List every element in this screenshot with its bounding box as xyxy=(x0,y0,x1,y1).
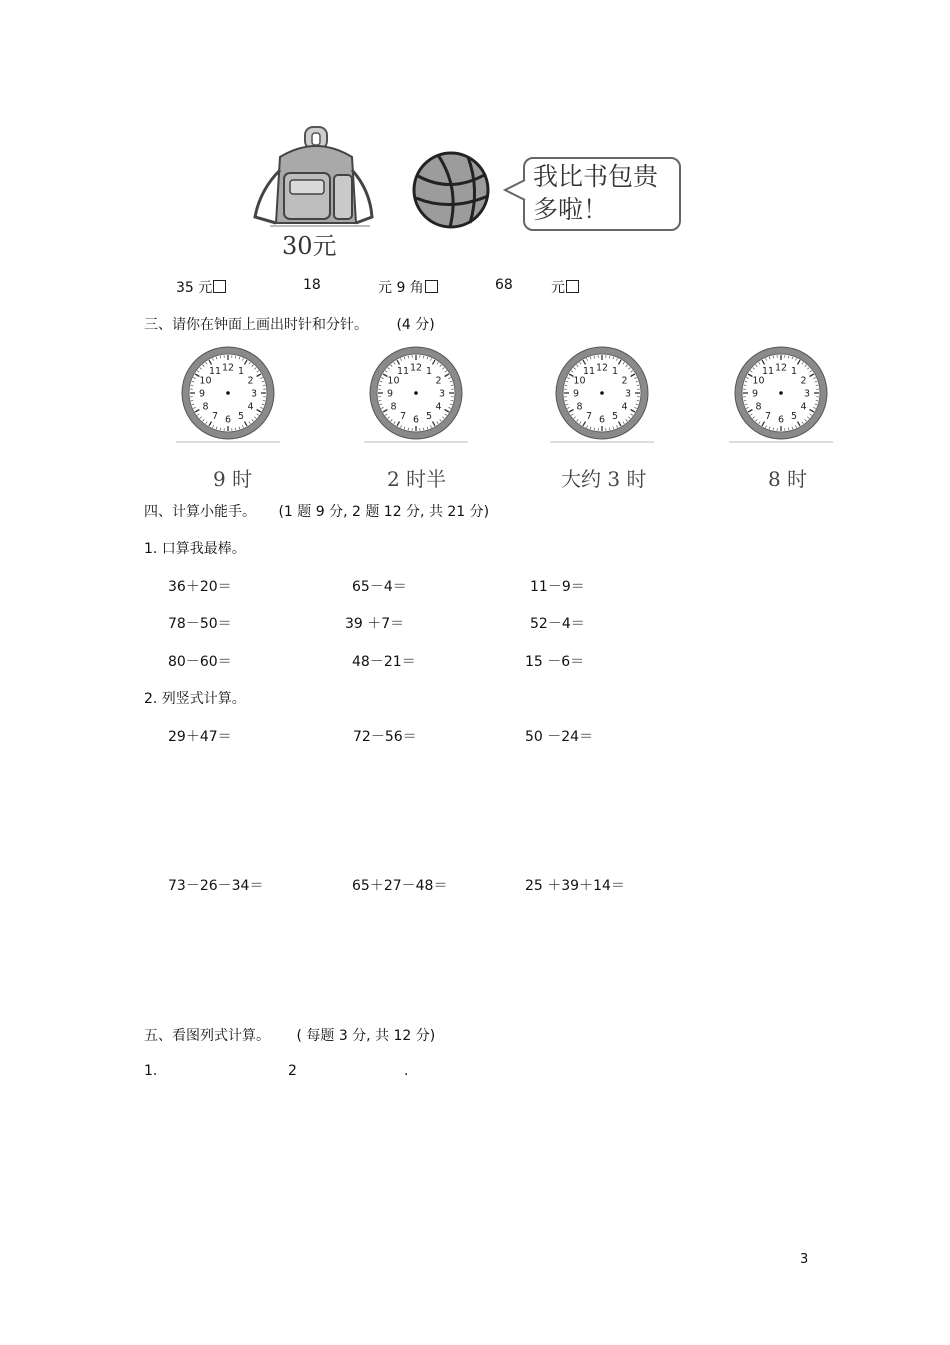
clock-number: 3 xyxy=(624,388,632,400)
section4-heading xyxy=(144,501,489,521)
clock-number: 12 xyxy=(409,362,423,374)
section5-q1-number: 1. xyxy=(144,1063,158,1079)
section3-title: 三、请你在钟面上画出时针和分针。 xyxy=(144,317,368,333)
choice-a xyxy=(176,277,226,297)
clock-number: 3 xyxy=(803,388,811,400)
clock-number: 8 xyxy=(202,401,209,413)
choice-b-number: 18 xyxy=(303,277,321,293)
backpack-icon xyxy=(250,125,375,230)
clock-number: 8 xyxy=(576,401,583,413)
q1-r2-c3: 52－4＝ xyxy=(530,616,585,632)
clock-face-icon xyxy=(176,346,280,444)
clock-number: 1 xyxy=(237,365,245,377)
clock-number: 7 xyxy=(211,411,219,423)
clock-number: 1 xyxy=(611,365,619,377)
clock-number: 3 xyxy=(438,388,446,400)
clock-number: 10 xyxy=(199,375,212,387)
clock-number: 10 xyxy=(752,375,765,387)
basketball-illustration xyxy=(410,150,492,230)
section4-points: (1 题 9 分, 2 题 12 分, 共 21 分) xyxy=(278,504,490,520)
clock-number: 6 xyxy=(777,414,785,426)
section5-title: 五、看图列式计算。 xyxy=(144,1028,270,1044)
clock-number: 9 xyxy=(386,388,394,400)
clock-number: 6 xyxy=(224,414,232,426)
q1-r1-c3: 11－9＝ xyxy=(530,579,585,595)
clock-caption-4: 8 时 xyxy=(768,467,808,491)
q1-r3-c3: 15 －6＝ xyxy=(525,654,585,670)
clock-caption-1: 9 时 xyxy=(213,467,253,491)
clock-number: 3 xyxy=(250,388,258,400)
backpack-illustration xyxy=(250,125,375,230)
q2-r2-c3: 25 ＋39＋14＝ xyxy=(525,878,625,894)
clock-number: 5 xyxy=(790,411,798,423)
clock-number: 4 xyxy=(435,401,442,413)
clock-number: 5 xyxy=(611,411,619,423)
q1-r3-c2: 48－21＝ xyxy=(352,654,416,670)
clock-caption-2: 2 时半 xyxy=(387,467,447,491)
clock-number: 12 xyxy=(774,362,788,374)
clock-number: 5 xyxy=(425,411,433,423)
clock-number: 12 xyxy=(595,362,609,374)
clock-number: 11 xyxy=(761,365,775,377)
clock-number: 1 xyxy=(790,365,798,377)
clock-3[interactable] xyxy=(550,346,654,448)
section3-points: (4 分) xyxy=(396,317,435,333)
q1-r1-c2: 65－4＝ xyxy=(352,579,407,595)
clock-number: 1 xyxy=(425,365,433,377)
q1-r2-c2: 39 ＋7＝ xyxy=(345,616,405,632)
choice-c xyxy=(551,277,579,297)
q1-r2-c1: 78－50＝ xyxy=(168,616,232,632)
clock-number: 2 xyxy=(435,375,442,387)
q2-r1-c3: 50 －24＝ xyxy=(525,729,594,745)
clock-number: 7 xyxy=(764,411,772,423)
q1-r3-c1: 80－60＝ xyxy=(168,654,232,670)
clock-number: 11 xyxy=(208,365,222,377)
clock-face-icon xyxy=(364,346,468,444)
clock-number: 6 xyxy=(598,414,606,426)
clock-1[interactable] xyxy=(176,346,280,448)
choice-b-unit: 元 9 角 xyxy=(378,280,424,296)
basketball-icon xyxy=(410,150,492,230)
q1-title: 1. 口算我最棒。 xyxy=(144,541,246,557)
choice-a-text: 35 元 xyxy=(176,280,213,296)
clock-number: 2 xyxy=(800,375,807,387)
clock-number: 8 xyxy=(755,401,762,413)
page-number: 3 xyxy=(800,1252,809,1267)
clock-number: 9 xyxy=(751,388,759,400)
section5-heading xyxy=(144,1025,435,1045)
section4-title: 四、计算小能手。 xyxy=(144,504,256,520)
clock-face-icon xyxy=(550,346,654,444)
q2-r1-c1: 29＋47＝ xyxy=(168,729,232,745)
choice-b xyxy=(378,277,438,297)
q2-r1-c2: 72－56＝ xyxy=(353,729,417,745)
clock-4[interactable] xyxy=(729,346,833,448)
speech-bubble-tail xyxy=(503,178,527,208)
q2-r2-c2: 65＋27－48＝ xyxy=(352,878,448,894)
choice-c-unit: 元 xyxy=(551,280,565,296)
backpack-price: 30元 xyxy=(282,232,337,260)
clock-number: 11 xyxy=(582,365,596,377)
checkbox-c[interactable] xyxy=(566,280,579,293)
clock-number: 4 xyxy=(621,401,628,413)
q2-title: 2. 列竖式计算。 xyxy=(144,691,246,707)
clock-number: 10 xyxy=(573,375,586,387)
checkbox-b[interactable] xyxy=(425,280,438,293)
clock-number: 4 xyxy=(800,401,807,413)
clock-number: 4 xyxy=(247,401,254,413)
clock-number: 7 xyxy=(585,411,593,423)
clock-number: 5 xyxy=(237,411,245,423)
speech-line-1: 我比书包贵 xyxy=(533,162,659,191)
clock-number: 9 xyxy=(198,388,206,400)
section3-heading xyxy=(144,314,435,334)
clock-number: 2 xyxy=(621,375,628,387)
clock-caption-3: 大约 3 时 xyxy=(561,467,647,491)
clock-2[interactable] xyxy=(364,346,468,448)
clock-number: 10 xyxy=(387,375,400,387)
speech-bubble-text xyxy=(533,160,658,226)
q1-r1-c1: 36＋20＝ xyxy=(168,579,232,595)
clock-number: 12 xyxy=(221,362,235,374)
checkbox-a[interactable] xyxy=(213,280,226,293)
clock-number: 2 xyxy=(247,375,254,387)
choice-c-number: 68 xyxy=(495,277,513,293)
section5-points: ( 每题 3 分, 共 12 分) xyxy=(296,1028,436,1044)
section5-q1-mid: 2 xyxy=(288,1063,297,1079)
clock-number: 11 xyxy=(396,365,410,377)
clock-face-icon xyxy=(729,346,833,444)
clock-number: 8 xyxy=(390,401,397,413)
section5-q1-dot: . xyxy=(404,1063,409,1079)
clock-number: 9 xyxy=(572,388,580,400)
q2-r2-c1: 73－26－34＝ xyxy=(168,878,264,894)
speech-line-2: 多啦！ xyxy=(533,195,609,224)
clock-number: 6 xyxy=(412,414,420,426)
clock-number: 7 xyxy=(399,411,407,423)
